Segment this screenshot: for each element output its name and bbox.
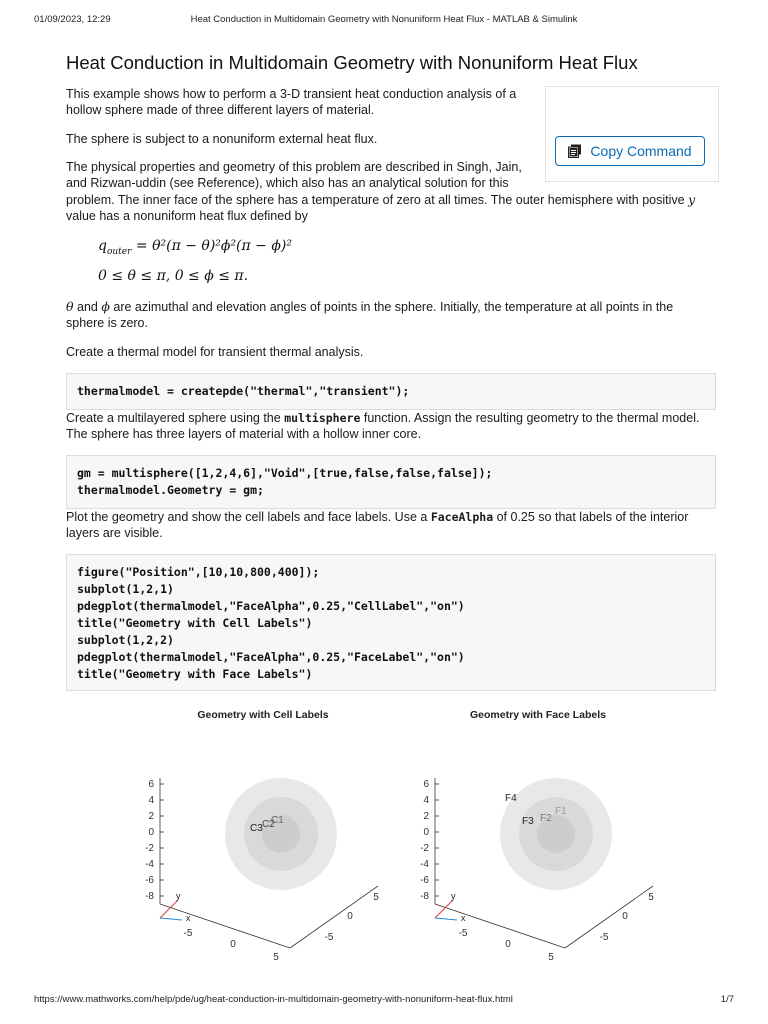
angles-paragraph <box>66 299 716 331</box>
equation-domain: 0 ≤ θ ≤ π, 0 ≤ ϕ ≤ π. <box>98 268 249 284</box>
face-label: F2 <box>540 813 552 824</box>
code-line: title("Geometry with Face Labels") <box>77 667 313 681</box>
code-block-2[interactable] <box>66 455 716 509</box>
face-label: F3 <box>522 816 534 827</box>
x-tick-label: 5 <box>273 952 279 963</box>
cell-label: C1 <box>271 815 284 826</box>
facealpha-property: FaceAlpha <box>430 510 494 524</box>
axis-x-label: x <box>461 913 466 923</box>
x-tick-label: 0 <box>230 939 236 950</box>
code-line: subplot(1,2,1) <box>77 582 174 596</box>
x-tick-label: -5 <box>458 928 468 939</box>
y-tick-label: -5 <box>599 932 609 943</box>
page-url: https://www.mathworks.com/help/pde/ug/heat-conduction-in-multidomain-geometry-with-nonuniform-heat-flux.html <box>34 994 513 1005</box>
axis-x-label: x <box>186 913 191 923</box>
y-axis-line <box>565 886 653 948</box>
z-tick-label: 4 <box>148 795 154 806</box>
code-line: figure("Position",[10,10,800,400]); <box>77 565 320 579</box>
z-ticks <box>420 779 439 902</box>
code-line: thermalmodel.Geometry = gm; <box>77 483 264 497</box>
page-title: Heat Conduction in Multidomain Geometry with Nonuniform Heat Flux <box>66 52 638 73</box>
angles-line-a <box>66 299 716 315</box>
triad-x <box>160 918 182 920</box>
step-3-text <box>66 509 726 541</box>
x-tick-label: 0 <box>505 939 511 950</box>
face-label: F4 <box>505 793 517 804</box>
code-block-3[interactable] <box>66 554 716 691</box>
code-line: title("Geometry with Cell Labels") <box>77 616 313 630</box>
step-3-post: of 0.25 so that labels of the interior <box>496 510 689 524</box>
z-tick-label: 2 <box>148 811 154 822</box>
z-tick-label: 0 <box>148 827 154 838</box>
copy-icon <box>568 144 582 158</box>
axis-y-label: y <box>451 891 456 901</box>
eq-q: q <box>98 238 107 254</box>
intro-line-c-text: problem. The inner face of the sphere has a temperature of zero at all times. The outer hemisphere with positive <box>66 193 685 207</box>
subplot-title: Geometry with Cell Labels <box>197 709 329 721</box>
subplot-face-labels <box>420 709 654 963</box>
z-tick-label: 6 <box>148 779 154 790</box>
y-tick-label: 5 <box>648 892 654 903</box>
x-tick-label: -5 <box>183 928 193 939</box>
equation-flux <box>98 238 292 257</box>
step-2-post: function. Assign the resulting geometry to the thermal model. <box>363 411 700 425</box>
z-tick-label: 2 <box>423 811 429 822</box>
z-tick-label: -4 <box>420 859 429 870</box>
print-date: 01/09/2023, 12:29 <box>34 14 111 25</box>
y-axis-line <box>290 886 378 948</box>
z-tick-label: -6 <box>145 875 154 886</box>
code-line: pdegplot(thermalmodel,"FaceAlpha",0.25,"CellLabel","on") <box>77 599 465 613</box>
print-title: Heat Conduction in Multidomain Geometry with Nonuniform Heat Flux - MATLAB & Simulink <box>190 14 578 25</box>
axis-y-label: y <box>176 891 181 901</box>
var-theta: θ <box>66 299 74 314</box>
intro-line-d: value has a nonuniform heat flux defined by <box>66 209 308 223</box>
x-tick-label: 5 <box>548 952 554 963</box>
z-tick-label: -2 <box>420 843 429 854</box>
code-line: subplot(1,2,2) <box>77 633 174 647</box>
code-line: thermalmodel = createpde("thermal","transient"); <box>77 384 410 398</box>
z-tick-label: -6 <box>420 875 429 886</box>
intro-paragraph-3a <box>66 159 536 191</box>
eq-rhs: = θ²(π − θ)²ϕ²(π − ϕ)² <box>131 238 292 254</box>
subplot-cell-labels <box>145 709 379 963</box>
angles-rest-a: are azimuthal and elevation angles of points in the sphere. Initially, the temperature at all points in the <box>113 300 674 314</box>
z-tick-label: 0 <box>423 827 429 838</box>
subplot-title: Geometry with Face Labels <box>470 709 606 721</box>
intro-paragraph-1: This example shows how to perform a 3-D transient heat conduction analysis of a hollow sphere made of three different layers of material. <box>66 87 517 117</box>
z-tick-label: -8 <box>420 891 429 902</box>
triad-x <box>435 918 457 920</box>
x-axis-line <box>435 904 565 948</box>
intro-line-c <box>66 192 716 208</box>
code-line: pdegplot(thermalmodel,"FaceAlpha",0.25,"FaceLabel","on") <box>77 650 465 664</box>
step-2-text <box>66 410 726 442</box>
angles-line-b: sphere is zero. <box>66 316 148 330</box>
step-2-line-2: The sphere has three layers of material with a hollow inner core. <box>66 427 422 441</box>
page-number: 1/7 <box>720 994 734 1005</box>
step-3-line-1 <box>66 509 726 525</box>
eq-q-sub: outer <box>106 246 132 257</box>
z-tick-label: 4 <box>423 795 429 806</box>
angles-and: and <box>77 300 98 314</box>
y-tick-label: -5 <box>324 932 334 943</box>
z-ticks <box>145 779 164 902</box>
step-3-pre: Plot the geometry and show the cell labels and face labels. Use a <box>66 510 428 524</box>
copy-command-button[interactable] <box>555 136 705 166</box>
face-label: F1 <box>555 806 567 817</box>
z-tick-label: -4 <box>145 859 154 870</box>
y-tick-label: 0 <box>622 911 628 922</box>
z-tick-label: -8 <box>145 891 154 902</box>
step-1-text: Create a thermal model for transient thermal analysis. <box>66 345 364 359</box>
intro-paragraph-2: The sphere is subject to a nonuniform external heat flux. <box>66 132 378 146</box>
y-tick-label: 5 <box>373 892 379 903</box>
intro-paragraph-3b <box>66 192 716 224</box>
x-axis-line <box>160 904 290 948</box>
geometry-figure <box>120 706 680 976</box>
code-block-1[interactable] <box>66 373 716 410</box>
step-2-line-1 <box>66 410 726 426</box>
code-line: gm = multisphere([1,2,4,6],"Void",[true,false,false,false]); <box>77 466 493 480</box>
step-3-line-2: layers are visible. <box>66 526 163 540</box>
intro-line-a: The physical properties and geometry of this problem are described in Singh, Jain, <box>66 160 522 174</box>
z-tick-label: -2 <box>145 843 154 854</box>
z-tick-label: 6 <box>423 779 429 790</box>
y-tick-label: 0 <box>347 911 353 922</box>
multisphere-function: multisphere <box>284 411 361 425</box>
var-phi: ϕ <box>101 299 110 314</box>
step-2-pre: Create a multilayered sphere using the <box>66 411 281 425</box>
intro-line-b: and Rizwan-uddin (see Reference), which also has an analytical solution for this <box>66 176 509 190</box>
copy-command-panel <box>545 86 719 182</box>
cell-label: C3 <box>250 823 263 834</box>
copy-command-label: Copy Command <box>590 143 692 159</box>
var-y: y <box>688 192 696 207</box>
cell-label: C2 <box>262 819 275 830</box>
